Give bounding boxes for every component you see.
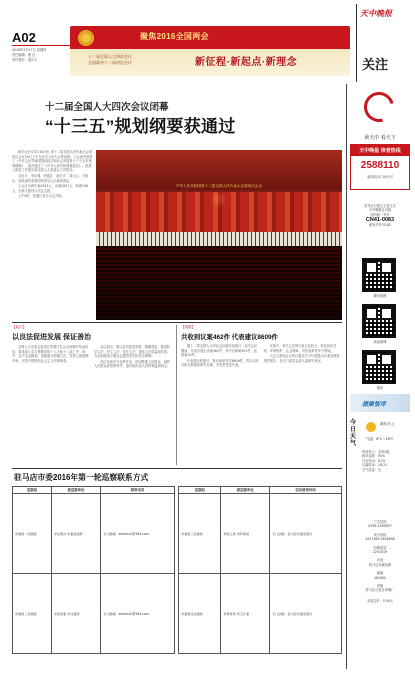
price-footer: 本报定价：0.50元 [366,598,394,603]
lead-para: 新华社北京3月16日电 第十二届全国人民代表大会第四次会议16日上午在北京人民大会堂闭幕。大会表决批准了《中华人民共和国国民经济和社会发展第十三个五年规划纲要》，表决通过了《中华人民共和国慈善法》，批准了政府工作报告和全国人大常委会工作报告。 [12,150,93,173]
weather-temp: 气温：6℃～18℃ [366,437,394,441]
contact-value: 2251619 [372,550,388,555]
col-header: 被巡察单位 [51,487,100,494]
weather-title: 今日天气 [350,420,357,447]
left-para: 各位代表充分发挥作用，密切联系人民群众，倾听人民群众意见和呼声，更好地代表人民的利益和意志。 [94,359,171,369]
red-flags [96,192,342,232]
main-kicker: 十二届全国人大四次会议闭幕 [45,102,169,113]
table-cell: 市委第二巡察组 [13,574,52,654]
proof-line: 责任校对：胡吉平 [12,58,38,62]
table-cell: 专门信箱：驻马店市委巡察办 [270,574,342,654]
banner-slogan: 新征程·新起点·新理念 [195,57,298,68]
sina-weibo-qr [362,304,396,338]
table-row [179,574,342,654]
lead-para: 习近平、李克强、张德江、俞正声、刘云山、王岐山、张高丽等党和国家领导人出席闭幕会。 [12,173,89,183]
contact-value: 2871368 2858656 [365,537,395,542]
rostrum [96,232,342,246]
weather-line: 风向风力：北风3级 [362,450,390,454]
right-para: 大会主席团会议审议通过关于代表提出议案处理意见的报告，各专门委员会将认真研究审议。 [263,354,340,363]
qr-label: 腾讯微博 [373,294,387,298]
banner-sub1: 十二届全国人大四次会议 [88,54,132,59]
wechat-qr [362,350,396,384]
info-line: 国内统一刊号 [370,212,390,217]
contact-label: 发行热线 [373,532,387,537]
table-row [13,574,175,654]
tencent-weibo-qr [362,258,396,292]
col-header: 巡察组 [179,487,221,494]
sidebar [350,86,410,671]
weather-line: 日落时间：18:22 [362,463,388,468]
lead-para: 大会应出席代表2943人，出席2807人，缺席136人，出席人数符合法定人数。 [12,184,89,193]
left-title: 以良法促进发展 保证善治 [12,334,91,341]
table-cell: 市委第一巡察组 [13,494,52,574]
contact-value: 0396-2585697 [368,524,392,529]
table-cell: 专门邮箱：zmdxcz1@163.com [101,494,175,574]
header [0,0,415,82]
qr-label: 微信 [376,386,384,390]
col-header: 联络电话 [101,487,175,494]
weather-line: 空气质量：良 [362,467,382,472]
info-line: 驻马店日报社主管主办 [364,204,396,208]
info-line: CN41-0083 [365,217,395,224]
table-cell: 市教育局 市卫计委 [221,574,270,654]
table-cell: 市文明办 市委统战部 [51,494,100,574]
table-row [13,494,175,574]
weather-line: 日出时间：6:25 [362,458,386,463]
contact-value: 驻马店市解放路 [368,562,392,567]
right-kicker: 【数据】 [181,325,196,329]
info-line: 天中晚报社出版 [368,208,392,213]
left-kicker: 【政法】 [12,325,27,329]
section-label: 关注 [362,57,389,72]
right-article [181,325,342,467]
inspection-title: 驻马店市委2016年第一轮巡察联系方式 [14,473,149,482]
hotline-caption: 新闻热线 24小时 [367,175,393,179]
contact-label: 广告热线 [373,520,387,524]
lead-para: 上午9时，张德江宣布大会开始。 [18,194,65,199]
promo-text: 捷聚智库 [362,402,387,408]
masthead-info [350,204,410,228]
contact-value: 463000 [373,575,387,580]
sun-cloud-icon [366,422,376,432]
col-header: 被巡察单位 [221,487,270,494]
inspection-table-left [12,486,175,654]
table-cell: 专门邮箱：zmdxcz2@163.com [101,574,175,654]
contact-value: 驻马店日报社印刷厂 [365,588,395,593]
editor-line: 责任编辑：曹 红 [12,53,36,57]
hotline-banner-title: 天中晚报 读者热线 [351,145,409,156]
paper-logo: 天中晚报 [360,9,392,18]
weather-line: 相对湿度：50% [362,454,386,459]
main-headline: “十三五”规划纲要获通过 [45,117,236,136]
promo-block [350,394,410,412]
weather-desc: 晴转多云 [380,422,395,426]
table-cell: 市发改委 市住建局 [51,574,100,654]
right-title: 共收到议案462件 代表建议8609件 [181,334,278,341]
left-article [12,325,172,467]
table-row [179,494,342,574]
left-para: 会议指出，要以良法促进发展、保障善治，推进科学立法、民主立法、依法立法，提高立法质量和效率，为全面建成小康社会提供坚实的法治保障。 [94,345,171,359]
table-cell: 市委第四巡察组 [179,574,221,654]
hotline-banner [350,144,410,190]
hotline-number: 2588110 [360,160,400,171]
contact-label: 社址 [376,558,384,563]
col-header: 巡察组 [13,487,52,494]
logo-swirl-icon [359,87,400,128]
contact-label: 印刷 [376,584,384,589]
contact-label: 邮编 [376,571,384,576]
hall-seats [96,246,342,320]
banner-title: 聚焦2016全国两会 [140,32,209,41]
page-number: A02 [12,30,36,45]
col-header: 信访接待时间 [270,487,342,494]
sidebar-slogan: 读天中 看天下 [364,135,396,141]
issue-date: 2016年3月17日 星期四 [12,48,47,52]
table-cell: 专门信箱：驻马店市委巡察办 [270,494,342,574]
photo-banner: 中华人民共和国第十二届全国人民代表大会第四次会议 [175,184,263,188]
qr-label: 新浪微博 [373,340,387,344]
banner-sub2: 全国政协十二届四次会议 [88,60,132,65]
right-para: 议案中，有关立法的议案占比较大，涉及民法总则、环境保护、社会保障、司法改革等多个领域。 [263,344,337,353]
table-cell: 市委第三巡察组 [179,494,221,574]
contact-label: 印刷质量 [373,545,387,550]
info-line: 邮发代号35-82 [368,223,391,228]
right-para: 代表提出的建议、批评和意见共8609件，将交由有关机关和组织研究办理，并负责答复代表。 [181,358,259,368]
right-para: 据十二届全国人大四次会议秘书处统计，本次会议期间，代表共提出议案462件，其中法律案452件，监督案10件。 [181,344,258,358]
two-sessions-banner [70,26,350,76]
table-cell: 市国土局 市环保局 [221,494,270,574]
inspection-table-right [178,486,342,654]
lead-article [12,150,94,320]
congress-photo [96,150,342,320]
contacts-block [350,516,410,603]
left-para: 全国人大常委会委员长张德江在会议闭幕时发表讲话，要求深入学习贯彻党的十八大和十八届三中、四中、五中全会精神，加强重点领域立法，坚持立改废释并举，完善中国特色社会主义法律体系。 [12,345,89,363]
emblem-icon [78,30,94,46]
